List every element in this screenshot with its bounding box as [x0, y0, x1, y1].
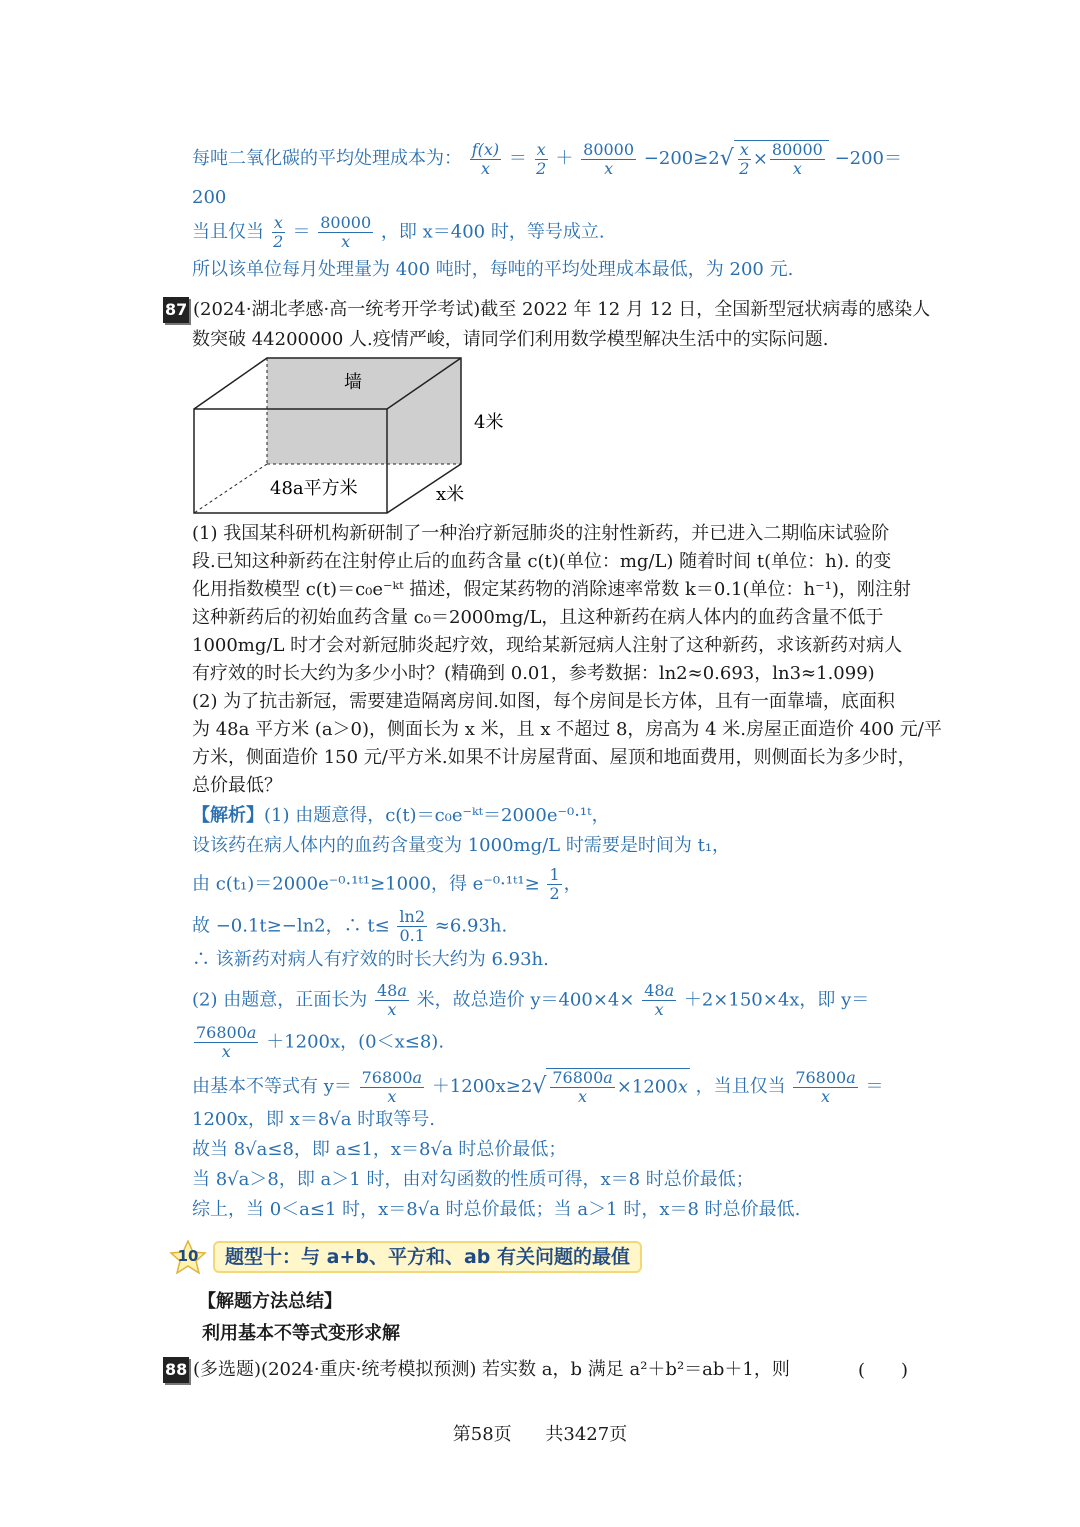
- q87-part1-line1: (1) 我国某科研机构新研制了一种治疗新冠肺炎的注射性新药，并已进入二期临床试验阶: [192, 523, 890, 544]
- sol87-line1: 【解析】(1) 由题意得，c(t)＝c₀e⁻ᵏᵗ＝2000e⁻⁰·¹ᵗ，: [192, 805, 610, 826]
- analysis-label: 【解析】: [192, 805, 264, 826]
- q87-part1-line4: 这种新药后的初始血药含量 c₀＝2000mg/L，且这种新药在病人体内的血药含量不低于: [192, 607, 884, 628]
- q87-part2-line3: 方米，侧面造价 150 元/平方米.如果不计房屋背面、屋顶和地面费用，则侧面长为多少时，: [192, 747, 916, 768]
- q88-stem: 88 (多选题)(2024·重庆·统考模拟预测) 若实数 a，b 满足 a²＋b²＝ab＋1，则: [163, 1356, 893, 1384]
- page-footer: [0, 1420, 1080, 1446]
- q87-part1-line3: 化用指数模型 c(t)＝c₀e⁻ᵏᵗ 描述，假定某药物的消除速率常数 k＝0.1(单位：h⁻¹)，刚注射: [192, 579, 911, 600]
- height-label: 4米: [474, 412, 504, 433]
- sol87-line6: (2) 由题意，正面长为 $\frac{48a}{x}$ 米，故总造价 y＝400×4× $\frac{48a}{x}$ ＋2×150×4x，即 y＝: [192, 981, 870, 1019]
- sol86-line3: 当且仅当 $\frac{x}{2}$ ＝ $\frac{80000}{x}$ ，即 x＝400 时，等号成立.: [192, 213, 605, 251]
- page-total: 共3427页: [545, 1424, 628, 1445]
- q87-part1-line2: 段.已知这种新药在注射停止后的血药含量 c(t)(单位：mg/L) 随着时间 t(单位：h). 的变: [192, 551, 892, 572]
- sol87-line9: 1200x，即 x＝8√a 时取等号.: [192, 1109, 435, 1130]
- star-badge-icon: [165, 1240, 211, 1274]
- sol87-line4: 故 −0.1t≥−ln2，∴ t≤ $\frac{\ln 2}{0.1}$ ≈6.93h.: [192, 907, 508, 945]
- area-label: 48a平方米: [270, 478, 358, 499]
- q87-part2-line2: 为 48a 平方米 (a＞0)，侧面长为 x 米，且 x 不超过 8，房高为 4 米.房屋正面造价 400 元/平: [192, 719, 942, 740]
- question-number-badge: 88: [163, 1357, 189, 1383]
- section-title: 题型十：与 a+b、平方和、ab 有关问题的最值: [213, 1241, 642, 1273]
- sol86-line1: 每吨二氧化碳的平均处理成本为： $\frac{f(x)}{x}$ ＝ $\frac{x}{2}$ ＋ $\frac{80000}{x}$ −200≥2√ $\frac{x}{2}$ × $\frac{80000}{x}$ −200＝: [192, 139, 903, 178]
- q87-part1-line6: 有疗效的时长大约为多少小时？(精确到 0.01，参考数据：ln2≈0.693，ln3≈1.099): [192, 663, 875, 684]
- q87-part2-line1: (2) 为了抗击新冠，需要建造隔离房间.如图，每个房间是长方体，且有一面靠墙，底面积: [192, 691, 895, 712]
- room-figure: [188, 356, 518, 522]
- q87-stem-line1: 87 (2024·湖北孝感·高一统考开学考试)截至 2022 年 12 月 12 日，全国新型冠状病毒的感染人: [163, 296, 893, 324]
- q87-stem-line2: 数突破 44200000 人.疫情严峻，请同学们利用数学模型解决生活中的实际问题.: [192, 329, 829, 350]
- sol87-line10: 故当 8√a≤8，即 a≤1，x＝8√a 时总价最低；: [192, 1139, 567, 1160]
- question-number-badge: 87: [163, 297, 189, 323]
- method-text: 利用基本不等式变形求解: [202, 1323, 400, 1344]
- wall-label: 墙: [344, 372, 362, 393]
- sol87-line12: 综上，当 0＜a≤1 时，x＝8√a 时总价最低；当 a＞1 时，x＝8 时总价最低.: [192, 1199, 801, 1220]
- sol87-line8: 由基本不等式有 y＝ $\frac{76800a}{x}$ ＋1200x≥2√ $\frac{76800a}{x}$ ×1200x ，当且仅当 $\frac{76800a}{x}$ ＝: [192, 1067, 884, 1106]
- q87-part2-line4: 总价最低？: [192, 775, 282, 796]
- sol86-line4: 所以该单位每月处理量为 400 吨时，每吨的平均处理成本最低，为 200 元.: [192, 259, 794, 280]
- page-number: 第58页: [452, 1424, 512, 1445]
- side-label: x米: [436, 484, 465, 505]
- sol86-line2: 200: [192, 187, 227, 208]
- wall-face: [267, 358, 461, 464]
- sol87-line7: $\frac{76800a}{x}$ ＋1200x，(0＜x≤8).: [196, 1023, 445, 1061]
- sol87-line3: 由 c(t₁)＝2000e⁻⁰·¹ᵗ¹≥1000，得 e⁻⁰·¹ᵗ¹≥ $\frac{1}{2}$ ，: [192, 865, 582, 903]
- sol87-line5: ∴ 该新药对病人有疗效的时长大约为 6.93h.: [192, 949, 549, 970]
- sol87-line2: 设该药在病人体内的血药含量变为 1000mg/L 时需要是时间为 t₁，: [192, 835, 731, 856]
- section-header: [165, 1240, 642, 1274]
- answer-blank: ( ): [858, 1360, 909, 1381]
- section-number: 10: [177, 1247, 199, 1265]
- sol87-line11: 当 8√a＞8，即 a＞1 时，由对勾函数的性质可得，x＝8 时总价最低；: [192, 1169, 754, 1190]
- method-heading: 【解题方法总结】: [198, 1291, 342, 1312]
- q87-part1-line5: 1000mg/L 时才会对新冠肺炎起疗效，现给某新冠病人注射了这种新药，求该新药对病人: [192, 635, 903, 656]
